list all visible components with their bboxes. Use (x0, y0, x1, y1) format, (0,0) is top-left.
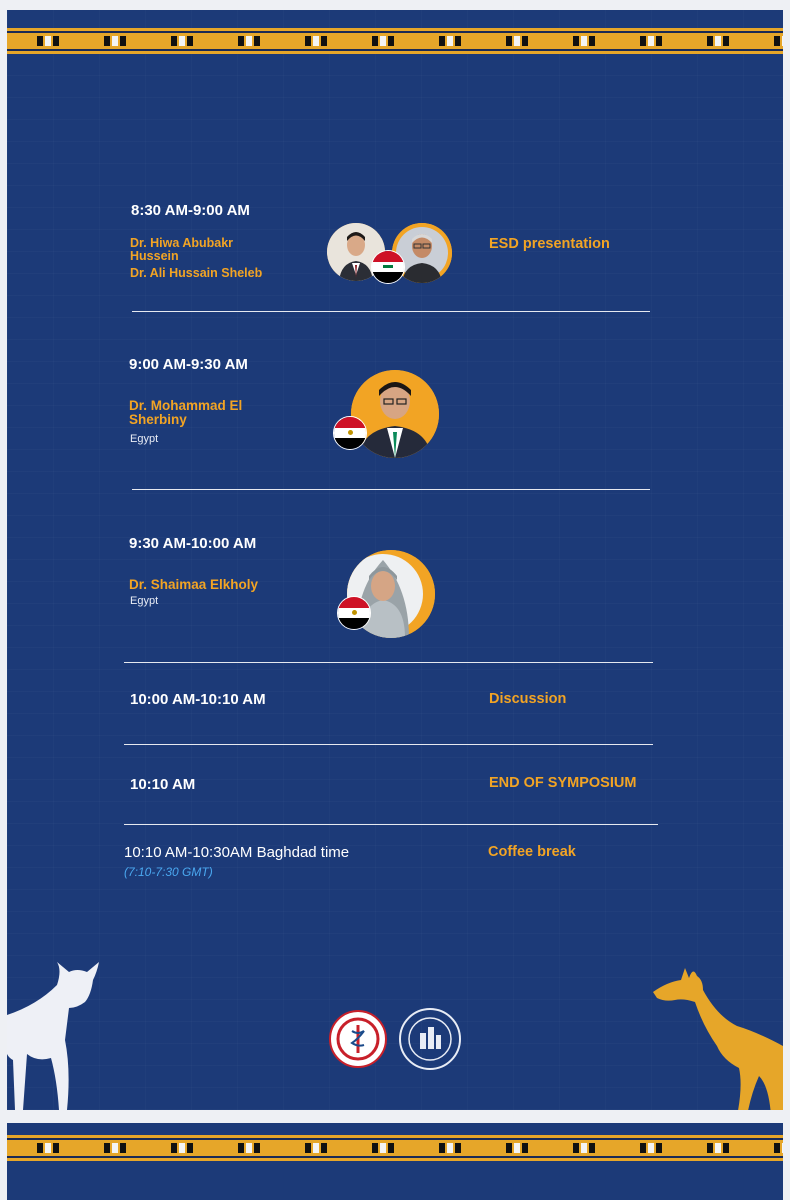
gold-giraffe-icon (647, 956, 783, 1110)
bottom-panel (7, 1123, 783, 1200)
border-block (640, 1143, 664, 1153)
bottom-border-band (7, 1135, 783, 1161)
session-6-topic: Coffee break (488, 844, 576, 860)
session-6-time: 10:10 AM-10:30AM Baghdad time (124, 844, 350, 861)
schedule-panel (7, 10, 783, 1110)
border-block (305, 1143, 329, 1153)
session-5-time: 10:10 AM (130, 776, 196, 793)
session-2-speaker-line2: Sherbiny (129, 412, 187, 427)
session-1-speaker-1-line1: Dr. Hiwa Abubakr (130, 236, 234, 250)
border-block (506, 36, 530, 46)
session-2-speaker-line1: Dr. Mohammad El (129, 398, 243, 413)
border-block (104, 1143, 128, 1153)
border-block (238, 1143, 262, 1153)
border-block (439, 36, 463, 46)
border-block (372, 36, 396, 46)
border-block (37, 36, 61, 46)
border-block (506, 1143, 530, 1153)
border-block (573, 36, 597, 46)
session-1-time: 8:30 AM-9:00 AM (131, 202, 250, 219)
border-block (707, 36, 731, 46)
session-3-country: Egypt (130, 595, 159, 607)
divider-4 (124, 744, 653, 745)
border-block (573, 1143, 597, 1153)
iraq-flag-icon (371, 250, 405, 284)
border-block (439, 1143, 463, 1153)
border-block (372, 1143, 396, 1153)
heritage-seal-logo (399, 1008, 461, 1070)
session-2-speaker (129, 399, 299, 427)
top-border-band (7, 28, 783, 54)
border-block (104, 36, 128, 46)
divider-3 (124, 662, 653, 663)
session-1-speaker-1-line2: Hussein (130, 249, 179, 263)
speaker-photo-mohammad (351, 370, 439, 458)
border-block (707, 1143, 731, 1153)
egypt-flag-icon (333, 416, 367, 450)
border-block (238, 36, 262, 46)
session-4-time: 10:00 AM-10:10 AM (130, 691, 266, 708)
divider-2 (132, 489, 650, 490)
border-block (171, 1143, 195, 1153)
medical-association-logo (329, 1010, 387, 1068)
border-block (305, 36, 329, 46)
session-2-time: 9:00 AM-9:30 AM (129, 356, 248, 373)
egypt-flag-icon (337, 596, 371, 630)
session-1-speaker-2: Dr. Ali Hussain Sheleb (130, 266, 263, 280)
session-1-speaker-1 (130, 237, 300, 263)
divider-1 (132, 311, 650, 312)
border-block (171, 36, 195, 46)
session-3-time: 9:30 AM-10:00 AM (129, 535, 257, 552)
session-4-topic: Discussion (489, 691, 567, 707)
divider-5 (124, 824, 658, 825)
white-bull-icon (7, 950, 117, 1110)
session-2-country: Egypt (130, 433, 159, 445)
border-block (640, 36, 664, 46)
border-block (37, 1143, 61, 1153)
border-block (774, 1143, 783, 1153)
session-1-topic: ESD presentation (489, 236, 610, 252)
session-3-speaker: Dr. Shaimaa Elkholy (129, 577, 259, 592)
session-6-subtime: (7:10-7:30 GMT) (124, 865, 213, 879)
session-5-topic: END OF SYMPOSIUM (489, 775, 637, 791)
border-block (774, 36, 783, 46)
